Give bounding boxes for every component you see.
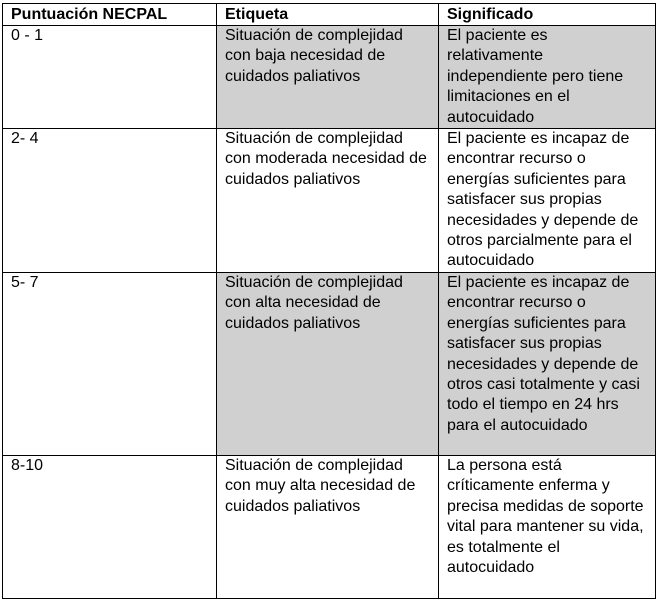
meaning-cell: La persona está críticamente enferma y precisa medidas de soporte vital para mantener su vida, es totalmente el autocuidado <box>439 455 656 598</box>
header-meaning: Significado <box>439 4 656 26</box>
label-cell: Situación de complejidad con alta necesidad de cuidados paliativos <box>217 272 439 455</box>
label-cell: Situación de complejidad con muy alta necesidad de cuidados paliativos <box>217 455 439 598</box>
table-row <box>3 129 656 273</box>
score-cell: 0 - 1 <box>3 26 217 129</box>
header-row <box>3 4 656 26</box>
score-cell: 5- 7 <box>3 272 217 455</box>
meaning-cell: El paciente es incapaz de encontrar recurso o energías suficientes para satisfacer sus propias necesidades y depende de otros parcialmente para el autocuidado <box>439 129 656 273</box>
label-cell: Situación de complejidad con baja necesidad de cuidados paliativos <box>217 26 439 129</box>
table-row <box>3 272 656 455</box>
header-label: Etiqueta <box>217 4 439 26</box>
table-row <box>3 26 656 129</box>
header-score: Puntuación NECPAL <box>3 4 217 26</box>
label-cell: Situación de complejidad con moderada necesidad de cuidados paliativos <box>217 129 439 273</box>
necpal-table <box>2 3 656 599</box>
score-cell: 2- 4 <box>3 129 217 273</box>
table-row <box>3 455 656 598</box>
score-cell: 8-10 <box>3 455 217 598</box>
meaning-cell: El paciente es relativamente independiente pero tiene limitaciones en el autocuidado <box>439 26 656 129</box>
meaning-cell: El paciente es incapaz de encontrar recurso o energías suficientes para satisfacer sus propias necesidades y depende de otros casi totalmente y casi todo el tiempo en 24 hrs para el autocuidado <box>439 272 656 455</box>
